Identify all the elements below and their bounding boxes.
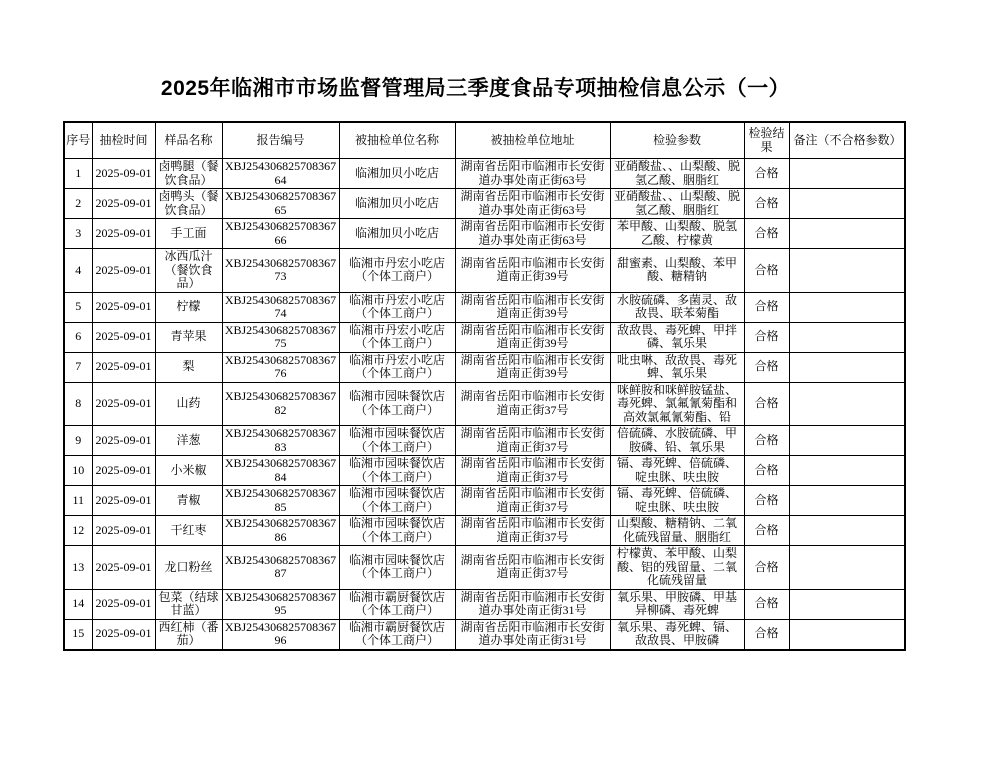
table-cell: 手工面 [155,219,222,249]
table-cell: 临湘市丹宏小吃店（个体工商户） [339,322,455,352]
table-row [64,456,905,486]
table-cell: 龙口粉丝 [155,546,222,590]
table-cell: 合格 [744,249,789,293]
table-cell: 2025-09-01 [92,546,155,590]
table-cell [789,516,905,546]
table-cell: 合格 [744,219,789,249]
table-cell: 卤鸭头（餐饮食品） [155,189,222,219]
table-cell: 2025-09-01 [92,352,155,382]
table-row [64,546,905,590]
table-cell: XBJ25430682570836776 [222,352,339,382]
table-cell: 湖南省岳阳市临湘市长安街道南正街37号 [455,382,610,426]
table-cell: 合格 [744,382,789,426]
table-cell: 氧乐果、毒死蜱、镉、敌敌畏、甲胺磷 [610,619,744,650]
table-row [64,589,905,619]
table-cell: 4 [64,249,92,293]
table-cell: 湖南省岳阳市临湘市长安街道南正街39号 [455,352,610,382]
table-row [64,382,905,426]
table-cell [789,456,905,486]
table-cell: 咪鲜胺和咪鲜胺锰盐、毒死蜱、氯氟氰菊酯和高效氯氟氰菊酯、铅 [610,382,744,426]
table-cell [789,292,905,322]
column-header-6: 检验参数 [610,122,744,159]
table-cell: 湖南省岳阳市临湘市长安街道南正街37号 [455,516,610,546]
column-header-3: 报告编号 [222,122,339,159]
table-row [64,159,905,189]
table-cell: 2025-09-01 [92,292,155,322]
table-cell: XBJ25430682570836786 [222,516,339,546]
table-cell: XBJ25430682570836796 [222,619,339,650]
table-cell: 亚硝酸盐、、山梨酸、脱氢乙酸、胭脂红 [610,159,744,189]
table-cell: 5 [64,292,92,322]
table-cell: XBJ25430682570836787 [222,546,339,590]
table-cell: 洋葱 [155,426,222,456]
table-cell: 合格 [744,426,789,456]
table-cell: 青椒 [155,486,222,516]
table-cell [789,486,905,516]
table-cell: 镉、毒死蜱、倍硫磷、啶虫脒、呋虫胺 [610,486,744,516]
table-cell [789,352,905,382]
table-cell: 临湘加贝小吃店 [339,159,455,189]
table-cell: XBJ25430682570836784 [222,456,339,486]
table-header [64,122,905,159]
table-cell: 合格 [744,589,789,619]
table-cell: 湖南省岳阳市临湘市长安街道办事处南正街63号 [455,219,610,249]
table-cell [789,249,905,293]
table-cell: 2025-09-01 [92,516,155,546]
table-cell: 1 [64,159,92,189]
table-cell: 临湘市园味餐饮店（个体工商户） [339,426,455,456]
table-cell: 3 [64,219,92,249]
table-cell: 柠檬黄、苯甲酸、山梨酸、铝的残留量、二氧化硫残留量 [610,546,744,590]
table-cell: 11 [64,486,92,516]
table-cell: 冰西瓜汁（餐饮食品） [155,249,222,293]
table-cell: XBJ25430682570836774 [222,292,339,322]
header-row [64,122,905,159]
table-cell: 敌敌畏、毒死蜱、甲拌磷、氧乐果 [610,322,744,352]
table-cell: 梨 [155,352,222,382]
table-cell: 2025-09-01 [92,589,155,619]
table-cell: 2025-09-01 [92,456,155,486]
table-cell [789,382,905,426]
table-row [64,249,905,293]
table-row [64,426,905,456]
table-row [64,619,905,650]
table-cell: 2025-09-01 [92,322,155,352]
table-cell: 临湘市丹宏小吃店（个体工商户） [339,249,455,293]
table-cell: 10 [64,456,92,486]
column-header-4: 被抽检单位名称 [339,122,455,159]
column-header-5: 被抽检单位地址 [455,122,610,159]
table-cell: 临湘市丹宏小吃店（个体工商户） [339,352,455,382]
table-cell [789,619,905,650]
table-cell: 甜蜜素、山梨酸、苯甲酸、糖精钠 [610,249,744,293]
table-cell: 合格 [744,486,789,516]
table-cell: 7 [64,352,92,382]
table-row [64,292,905,322]
table-cell: 合格 [744,292,789,322]
table-cell: 吡虫啉、敌敌畏、毒死蜱、氧乐果 [610,352,744,382]
column-header-1: 抽检时间 [92,122,155,159]
table-cell: 合格 [744,546,789,590]
table-cell: 2 [64,189,92,219]
table-cell: 临湘市园味餐饮店（个体工商户） [339,516,455,546]
table-cell: 6 [64,322,92,352]
table-cell: XBJ25430682570836773 [222,249,339,293]
table-body [64,159,905,650]
table-cell: 氧乐果、甲胺磷、甲基异柳磷、毒死蜱 [610,589,744,619]
table-cell: 15 [64,619,92,650]
table-cell: 2025-09-01 [92,619,155,650]
table-cell: XBJ25430682570836785 [222,486,339,516]
table-cell: 湖南省岳阳市临湘市长安街道南正街37号 [455,456,610,486]
table-cell: 镉、毒死蜱、倍硫磷、啶虫脒、呋虫胺 [610,456,744,486]
table-cell: 合格 [744,322,789,352]
table-cell: XBJ25430682570836766 [222,219,339,249]
table-cell: 临湘加贝小吃店 [339,189,455,219]
table-cell: 湖南省岳阳市临湘市长安街道办事处南正街31号 [455,589,610,619]
table-cell: 柠檬 [155,292,222,322]
table-cell: 苯甲酸、山梨酸、脱氢乙酸、柠檬黄 [610,219,744,249]
table-cell: 2025-09-01 [92,426,155,456]
table-cell: 山药 [155,382,222,426]
table-cell: 合格 [744,456,789,486]
table-cell: 临湘市园味餐饮店（个体工商户） [339,546,455,590]
table-cell: 山梨酸、糖精钠、二氧化硫残留量、胭脂红 [610,516,744,546]
table-cell: 临湘市丹宏小吃店（个体工商户） [339,292,455,322]
table-row [64,219,905,249]
table-cell: 临湘市园味餐饮店（个体工商户） [339,456,455,486]
table-cell [789,426,905,456]
table-cell: 小米椒 [155,456,222,486]
table-row [64,516,905,546]
table-cell: 14 [64,589,92,619]
table-cell: 卤鸭腿（餐饮食品） [155,159,222,189]
table-cell: XBJ25430682570836795 [222,589,339,619]
table-cell: 湖南省岳阳市临湘市长安街道南正街39号 [455,292,610,322]
table-cell: 临湘市园味餐饮店（个体工商户） [339,382,455,426]
table-cell: 湖南省岳阳市临湘市长安街道办事处南正街63号 [455,159,610,189]
table-cell: 合格 [744,189,789,219]
table-cell: XBJ25430682570836764 [222,159,339,189]
table-cell: 2025-09-01 [92,486,155,516]
table-cell: 青苹果 [155,322,222,352]
table-cell: 包菜（结球甘蓝） [155,589,222,619]
table-cell: 临湘市园味餐饮店（个体工商户） [339,486,455,516]
table-cell: 2025-09-01 [92,382,155,426]
table-cell: 临湘加贝小吃店 [339,219,455,249]
column-header-2: 样品名称 [155,122,222,159]
page-title: 2025年临湘市市场监督管理局三季度食品专项抽检信息公示（一） [160,77,791,100]
table-cell: 8 [64,382,92,426]
table-cell [789,546,905,590]
table-row [64,486,905,516]
table-cell: 合格 [744,352,789,382]
table-cell: 湖南省岳阳市临湘市长安街道办事处南正街63号 [455,189,610,219]
table-row [64,189,905,219]
table-cell: 亚硝酸盐、、山梨酸、脱氢乙酸、胭脂红 [610,189,744,219]
table-cell: 湖南省岳阳市临湘市长安街道南正街39号 [455,249,610,293]
table-cell: 湖南省岳阳市临湘市长安街道办事处南正街31号 [455,619,610,650]
table-cell [789,189,905,219]
table-row [64,322,905,352]
inspection-table [63,121,906,651]
table-cell [789,322,905,352]
table-cell: 干红枣 [155,516,222,546]
table-cell [789,159,905,189]
column-header-8: 备注（不合格参数） [789,122,905,159]
column-header-0: 序号 [64,122,92,159]
table-cell: 临湘市霸厨餐饮店（个体工商户） [339,589,455,619]
table-cell: 湖南省岳阳市临湘市长安街道南正街37号 [455,426,610,456]
table-cell: 湖南省岳阳市临湘市长安街道南正街37号 [455,546,610,590]
table-cell: 2025-09-01 [92,189,155,219]
table-cell: 湖南省岳阳市临湘市长安街道南正街37号 [455,486,610,516]
table-cell: 2025-09-01 [92,219,155,249]
table-cell: 2025-09-01 [92,159,155,189]
table-cell: 临湘市霸厨餐饮店（个体工商户） [339,619,455,650]
table-cell: 湖南省岳阳市临湘市长安街道南正街39号 [455,322,610,352]
table-cell: 合格 [744,159,789,189]
table-cell: 西红柿（番茄） [155,619,222,650]
table-cell: 倍硫磷、水胺硫磷、甲胺磷、铅、氧乐果 [610,426,744,456]
table-cell: XBJ25430682570836783 [222,426,339,456]
table-cell: 9 [64,426,92,456]
table-cell: 13 [64,546,92,590]
table-row [64,352,905,382]
table-cell: XBJ25430682570836775 [222,322,339,352]
table-cell: 12 [64,516,92,546]
table-cell: 水胺硫磷、多菌灵、敌敌畏、联苯菊酯 [610,292,744,322]
table-cell: 2025-09-01 [92,249,155,293]
table-cell: 合格 [744,619,789,650]
column-header-7: 检验结果 [744,122,789,159]
table-cell: XBJ25430682570836765 [222,189,339,219]
table-cell [789,219,905,249]
table-cell: 合格 [744,516,789,546]
table-cell: XBJ25430682570836782 [222,382,339,426]
table-cell [789,589,905,619]
